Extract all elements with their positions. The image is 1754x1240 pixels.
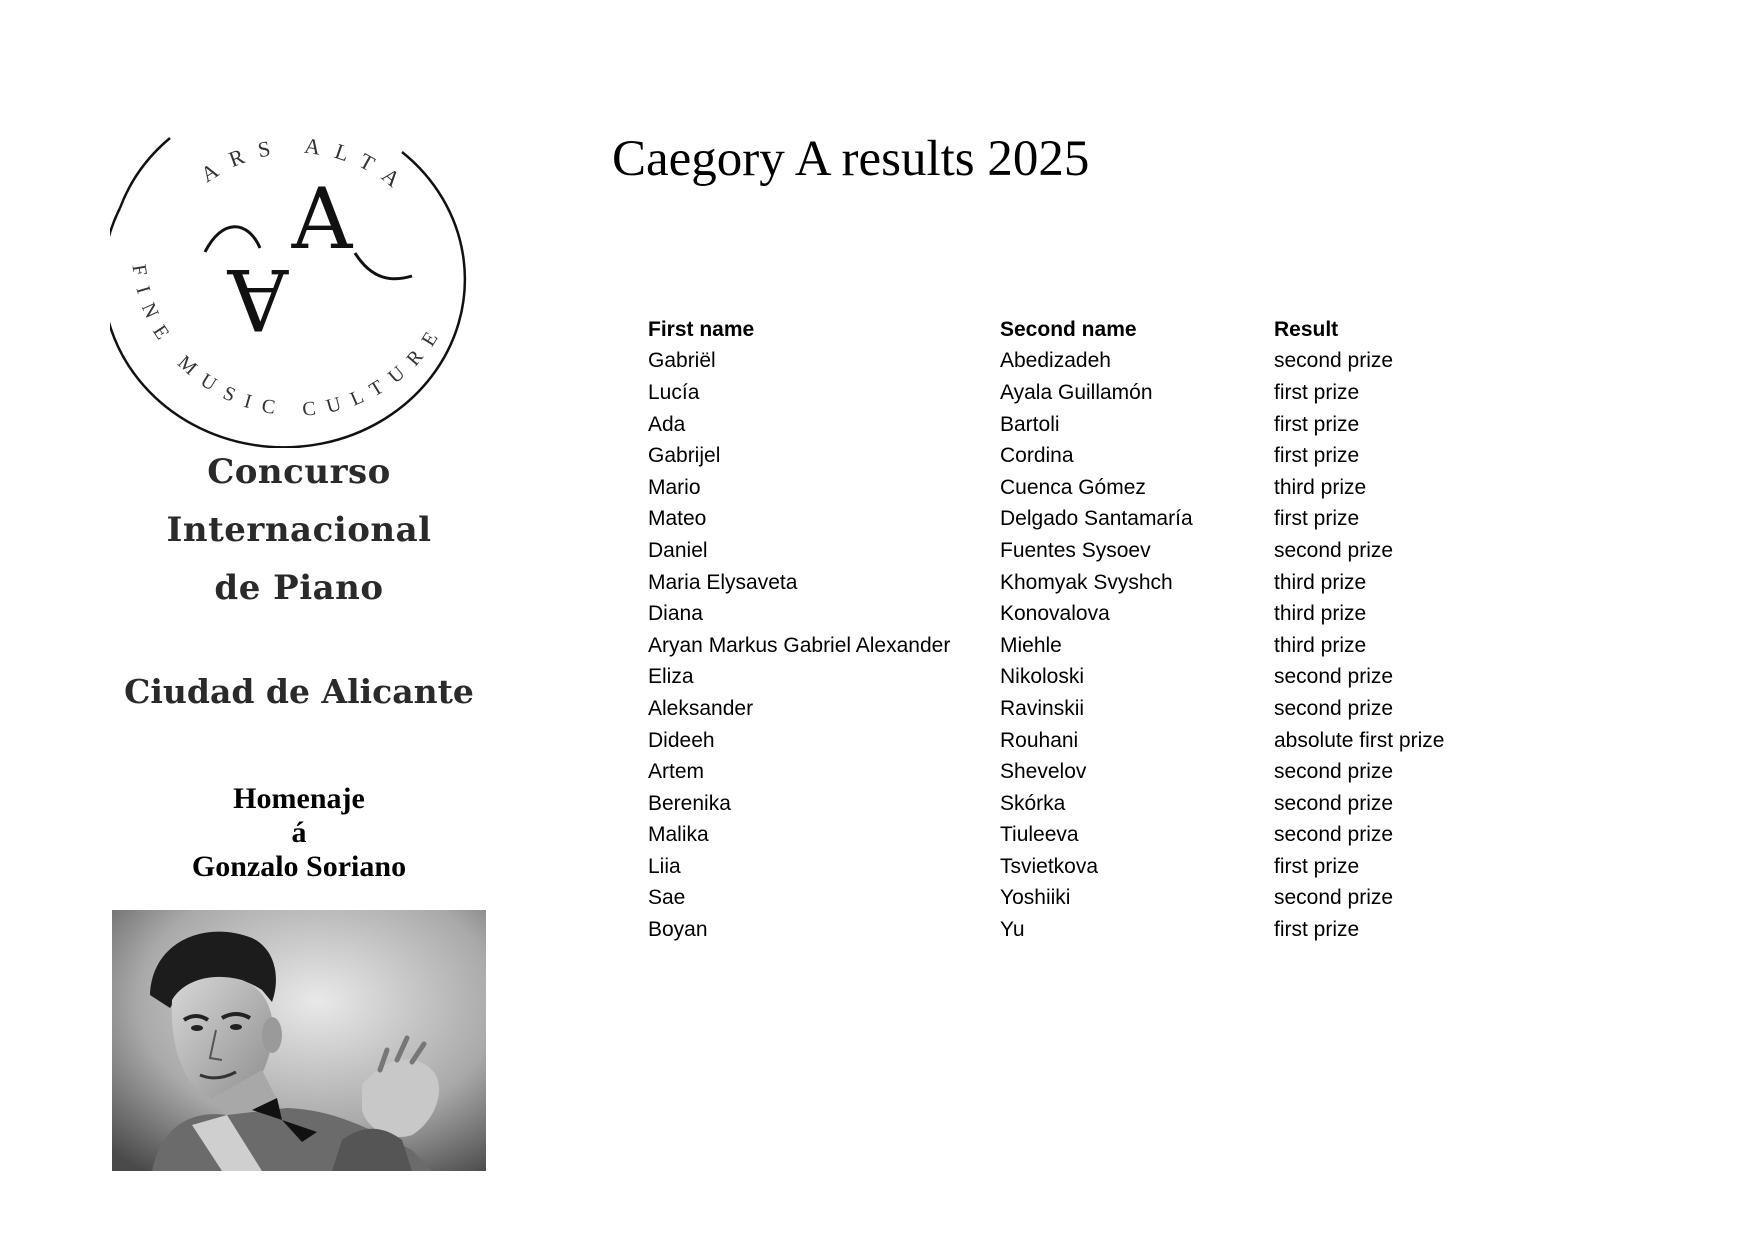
first-name-cell: Ada — [648, 412, 686, 436]
first-name-cell: Liia — [648, 854, 681, 878]
second-name-cell: Skórka — [1000, 791, 1066, 815]
second-name-cell: Konovalova — [1000, 602, 1110, 626]
second-name-cell: Ravinskii — [1000, 696, 1085, 720]
second-name-cell: Yoshiiki — [1000, 886, 1071, 910]
second-name-cell: Shevelov — [1000, 760, 1087, 784]
result-cell: third prize — [1274, 633, 1367, 657]
second-name-cell: Abedizadeh — [1000, 349, 1111, 373]
first-name-cell: Aryan Markus Gabriel Alexander — [648, 633, 951, 657]
logo-ring-bottom-text: FINE MUSIC CULTURE — [127, 262, 449, 421]
table-row — [648, 725, 1494, 757]
result-cell: second prize — [1274, 760, 1394, 784]
table-row — [648, 504, 1494, 536]
logo-monogram: A — [291, 170, 353, 268]
first-name-cell: Malika — [648, 823, 709, 847]
competition-city: Ciudad de Alicante — [124, 672, 474, 711]
table-row — [648, 820, 1494, 852]
table-row — [648, 630, 1494, 662]
homage-line-2: á — [291, 816, 307, 849]
header-result: Result — [1274, 317, 1339, 341]
second-name-cell: Yu — [1000, 918, 1025, 942]
first-name-cell: Artem — [648, 760, 705, 784]
table-row — [648, 472, 1494, 504]
result-cell: second prize — [1274, 538, 1394, 562]
second-name-cell: Bartoli — [1000, 412, 1060, 436]
second-name-cell: Rouhani — [1000, 728, 1079, 752]
result-cell: second prize — [1274, 696, 1394, 720]
logo-ring-top-text: ARS ALTA — [196, 132, 416, 201]
first-name-cell: Mateo — [648, 507, 707, 531]
table-row — [648, 693, 1494, 725]
second-name-cell: Cuenca Gómez — [1000, 475, 1146, 499]
result-cell: second prize — [1274, 823, 1394, 847]
first-name-cell: Aleksander — [648, 696, 754, 720]
second-name-cell: Tsvietkova — [1000, 854, 1099, 878]
result-cell: absolute first prize — [1274, 728, 1445, 752]
result-cell: second prize — [1274, 665, 1394, 689]
table-row — [648, 409, 1494, 441]
table-row — [648, 851, 1494, 883]
second-name-cell: Tiuleeva — [1000, 823, 1079, 847]
table-row — [648, 662, 1494, 694]
first-name-cell: Gabrijel — [648, 444, 721, 468]
first-name-cell: Boyan — [648, 918, 708, 942]
first-name-cell: Sae — [648, 886, 686, 910]
competition-line-2: Internacional — [166, 510, 432, 550]
result-cell: third prize — [1274, 570, 1367, 594]
logo-monogram-inverted: A — [227, 250, 289, 348]
first-name-cell: Dideeh — [648, 728, 715, 752]
first-name-cell: Maria Elysaveta — [648, 570, 798, 594]
competition-line-1: Concurso — [207, 452, 391, 492]
competition-line-3: de Piano — [214, 568, 384, 608]
result-cell: first prize — [1274, 412, 1360, 436]
ars-alta-logo — [110, 98, 485, 448]
table-row — [648, 883, 1494, 915]
results-table — [648, 314, 1494, 946]
second-name-cell: Nikoloski — [1000, 665, 1085, 689]
homage-line-1: Homenaje — [233, 782, 365, 815]
second-name-cell: Delgado Santamaría — [1000, 507, 1193, 531]
result-cell: second prize — [1274, 349, 1394, 373]
result-cell: first prize — [1274, 854, 1360, 878]
homage-line-3: Gonzalo Soriano — [191, 850, 407, 883]
table-row — [648, 535, 1494, 567]
result-cell: second prize — [1274, 886, 1394, 910]
table-row — [648, 756, 1494, 788]
second-name-cell: Fuentes Sysoev — [1000, 538, 1151, 562]
first-name-cell: Diana — [648, 602, 703, 626]
first-name-cell: Gabriël — [648, 349, 716, 373]
table-header-row — [648, 314, 1494, 346]
second-name-cell: Miehle — [1000, 633, 1062, 657]
page-title: Caegory A results 2025 — [612, 131, 1090, 187]
header-second-name: Second name — [1000, 317, 1137, 341]
first-name-cell: Eliza — [648, 665, 694, 689]
first-name-cell: Daniel — [648, 538, 708, 562]
result-cell: second prize — [1274, 791, 1394, 815]
header-first-name: First name — [648, 317, 755, 341]
result-cell: first prize — [1274, 918, 1360, 942]
first-name-cell: Lucía — [648, 380, 700, 404]
first-name-cell: Mario — [648, 475, 701, 499]
table-row — [648, 440, 1494, 472]
second-name-cell: Khomyak Svyshch — [1000, 570, 1173, 594]
second-name-cell: Ayala Guillamón — [1000, 380, 1153, 404]
result-cell: first prize — [1274, 507, 1360, 531]
result-cell: third prize — [1274, 602, 1367, 626]
table-row — [648, 914, 1494, 946]
table-row — [648, 377, 1494, 409]
portrait-photo — [112, 910, 486, 1171]
table-row — [648, 788, 1494, 820]
table-row — [648, 567, 1494, 599]
first-name-cell: Berenika — [648, 791, 731, 815]
result-cell: third prize — [1274, 475, 1367, 499]
table-row — [648, 346, 1494, 378]
second-name-cell: Cordina — [1000, 444, 1074, 468]
result-cell: first prize — [1274, 444, 1360, 468]
table-row — [648, 598, 1494, 630]
result-cell: first prize — [1274, 380, 1360, 404]
